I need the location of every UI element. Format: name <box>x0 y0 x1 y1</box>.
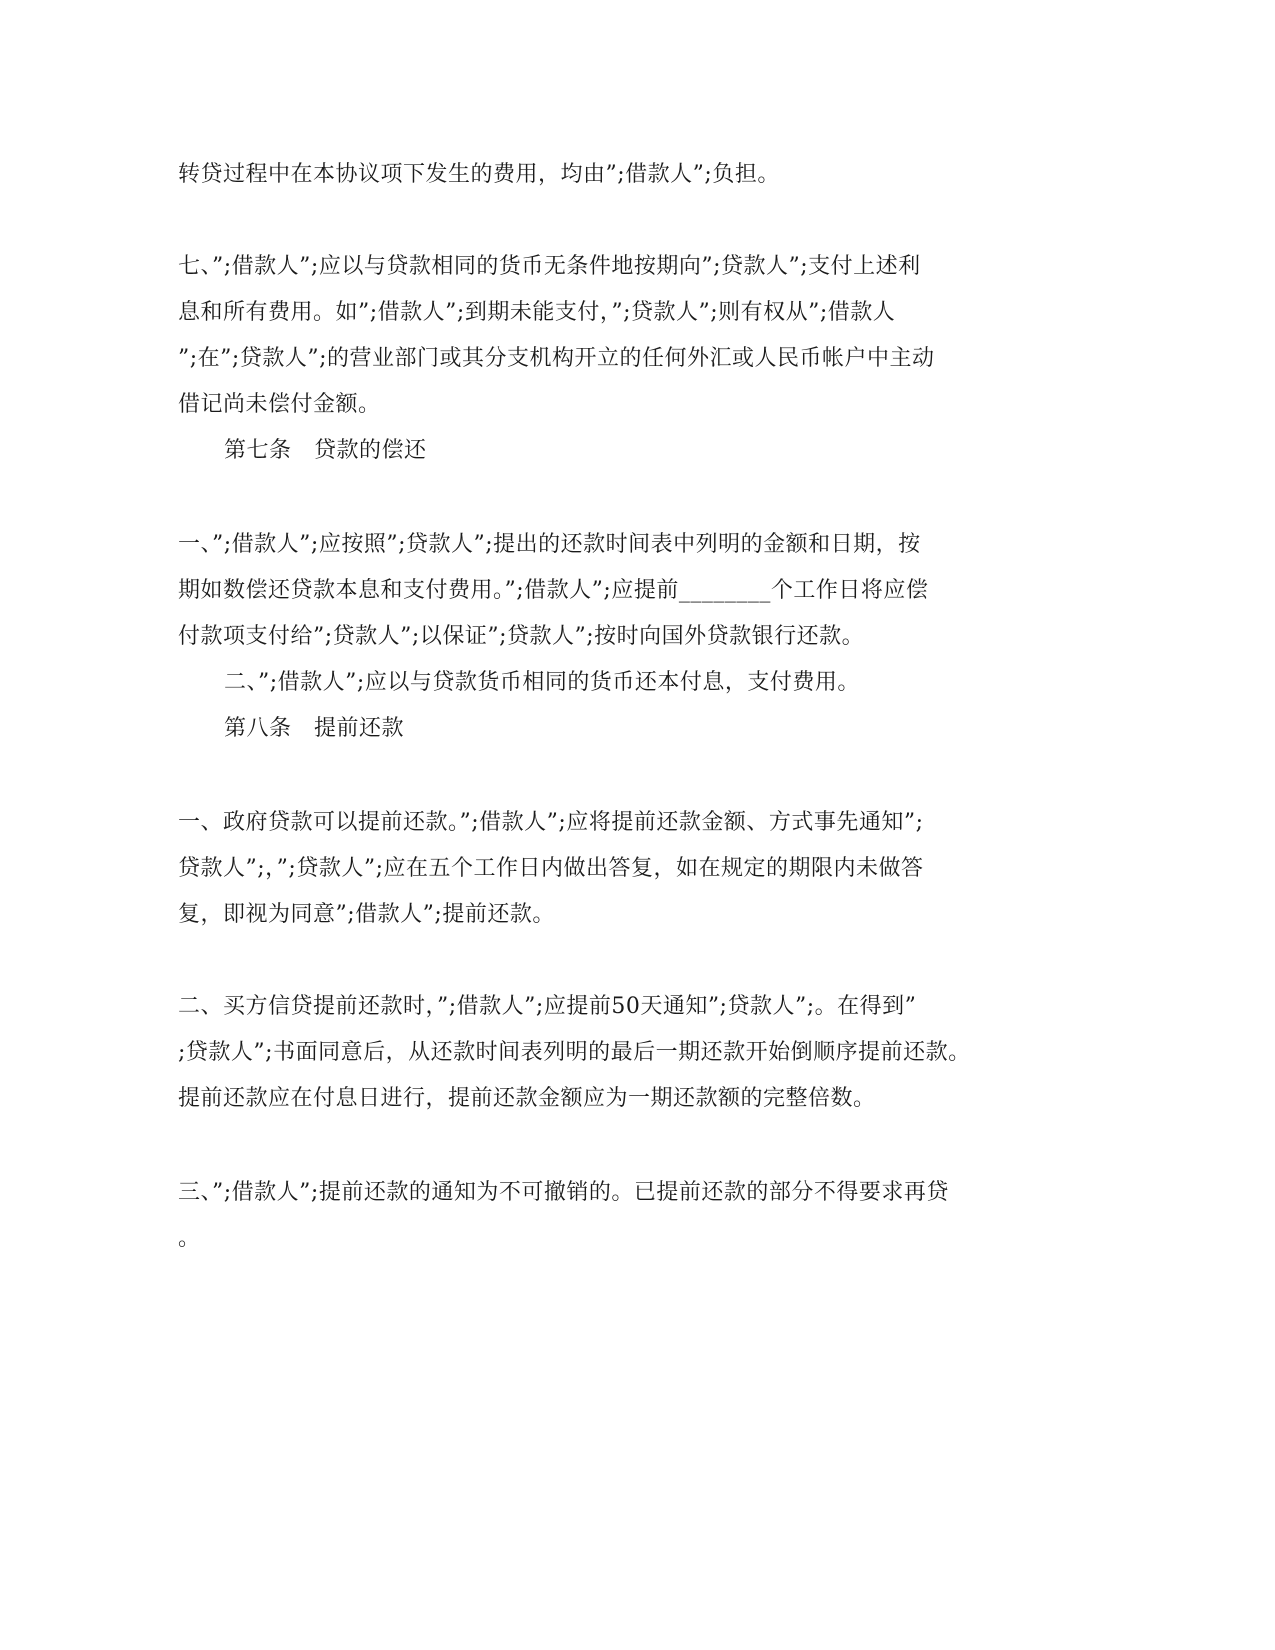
text-line: ;贷款人”;书面同意后，从还款时间表列明的最后一期还款开始倒顺序提前还款。 <box>178 1040 971 1065</box>
text-line: 贷款人”;，”;贷款人”;应在五个工作日内做出答复，如在规定的期限内未做答 <box>178 856 924 881</box>
text-line: 息和所有费用。如”;借款人”;到期未能支付，”;贷款人”;则有权从”;借款人 <box>178 300 896 325</box>
text-line: ”;在”;贷款人”;的营业部门或其分支机构开立的任何外汇或人民币帐户中主动 <box>178 346 935 371</box>
text-line: 转贷过程中在本协议项下发生的费用，均由”;借款人”;负担。 <box>178 162 780 187</box>
text-line: 一、”;借款人”;应按照”;贷款人”;提出的还款时间表中列明的金额和日期，按 <box>178 532 921 557</box>
text-line: 二、”;借款人”;应以与贷款货币相同的货币还本付息，支付费用。 <box>224 670 860 695</box>
text-line: 付款项支付给”;贷款人”;以保证”;贷款人”;按时向国外贷款银行还款。 <box>178 624 865 649</box>
text-line: 提前还款应在付息日进行，提前还款金额应为一期还款额的完整倍数。 <box>178 1086 876 1111</box>
text-line: 。 <box>178 1226 201 1251</box>
text-line: 一、政府贷款可以提前还款。”;借款人”;应将提前还款金额、方式事先通知”; <box>178 810 924 835</box>
text-line: 复，即视为同意”;借款人”;提前还款。 <box>178 902 555 927</box>
text-line: 借记尚未偿付金额。 <box>178 392 381 417</box>
text-line: 二、买方信贷提前还款时，”;借款人”;应提前50天通知”;贷款人”;。在得到” <box>178 994 917 1019</box>
text-line: 七、”;借款人”;应以与贷款相同的货币无条件地按期向”;贷款人”;支付上述利 <box>178 254 921 279</box>
text-line: 期如数偿还贷款本息和支付费用。”;借款人”;应提前________个工作日将应偿 <box>178 578 929 603</box>
text-line: 三、”;借款人”;提前还款的通知为不可撤销的。已提前还款的部分不得要求再贷 <box>178 1180 949 1205</box>
section-heading: 第七条 贷款的偿还 <box>224 438 427 463</box>
section-heading: 第八条 提前还款 <box>224 716 405 741</box>
